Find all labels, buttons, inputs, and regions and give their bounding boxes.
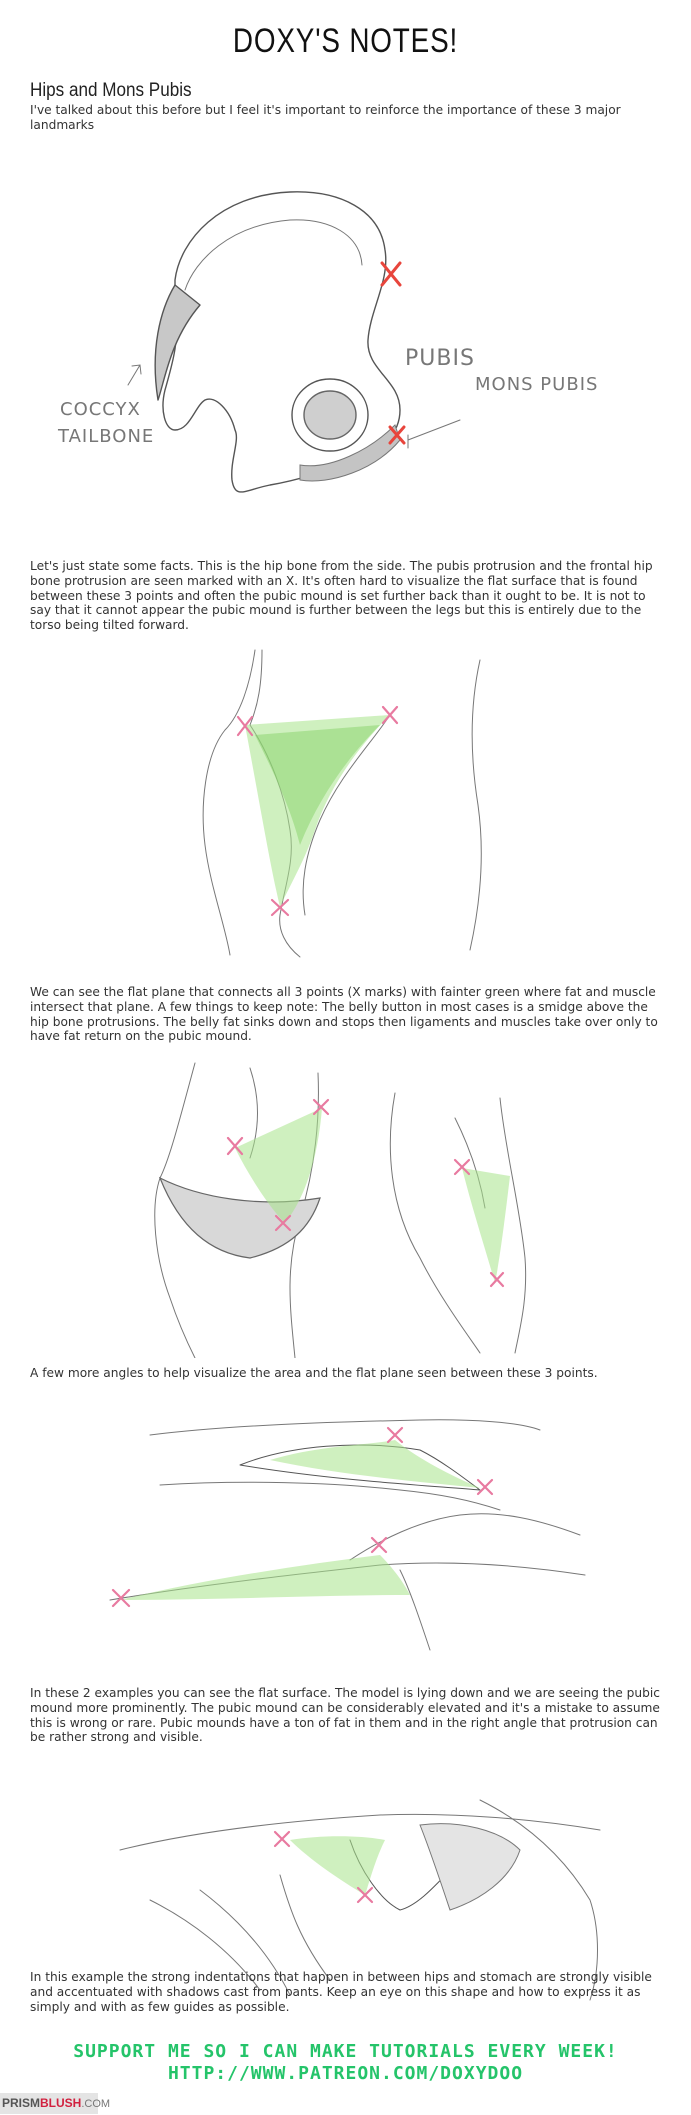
facts-paragraph: Let's just state some facts. This is the hip bone from the side. The pubis protrusion and the frontal hip bone protrusion are seen marked with an X. It's often hard to visualize the flat surface that is found between these 3 points and often the pubic mound is set further back than it ought to be. It is not to say that it cannot appear the pubic mound is further between the legs but this is entirely due to the torso being tilted forward.	[30, 559, 653, 633]
pubis-label: PUBIS	[405, 346, 475, 371]
lying-a-top-line	[150, 1420, 540, 1435]
lying-a-bottom-line	[160, 1482, 500, 1510]
logo-part-prism: PRISM	[2, 2096, 41, 2110]
front-torso-figure	[0, 645, 691, 965]
lying-a-x-right	[478, 1480, 492, 1494]
lying-down-paragraph: In these 2 examples you can see the flat surface. The model is lying down and we are seeing the pubic mound more prominently. The pubic mound can be considerably elevated and it's a mistake to assume this is wrong or rare. Pubic mounds have a ton of fat in them and in the right angle that protrusion can be rather strong and visible.	[30, 1686, 660, 1745]
torso-b-left	[390, 1093, 480, 1353]
pubis-pointer-line	[408, 420, 460, 448]
hip-bone-figure	[0, 180, 691, 510]
intro-paragraph: I've talked about this before but I feel it's important to reinforce the importance of these 3 major landmarks	[30, 103, 621, 132]
angled-torsos-figure	[0, 1058, 691, 1358]
lying-b-x-left	[113, 1590, 129, 1606]
lying-b-leg-line	[400, 1570, 430, 1650]
coccyx-label: COCCYX	[60, 399, 141, 420]
lying-down-figure	[0, 1390, 691, 1660]
section-heading: Hips and Mons Pubis	[30, 80, 192, 101]
page-title: DOXY'S NOTES!	[232, 22, 459, 60]
indent-shadow	[420, 1824, 520, 1910]
right-hip-x-mark	[383, 707, 397, 723]
torso-b-x-pubis	[491, 1273, 503, 1286]
tailbone-label: TAILBONE	[58, 426, 155, 447]
torso-left-contour	[203, 650, 255, 955]
indent-green-plane	[290, 1836, 385, 1895]
more-angles-paragraph: A few more angles to help visualize the area and the flat plane seen between these 3 points.	[30, 1366, 598, 1380]
hip-bone-outline	[163, 192, 400, 492]
prismblush-logo	[0, 2093, 111, 2114]
lying-a-green-plane	[270, 1440, 480, 1488]
flat-plane-paragraph: We can see the flat plane that connects all 3 points (X marks) with fainter green where fat and muscle intersect that plane. A few things to keep note: The belly button in most cases is a smidge above the hip bone protrusions. The belly fat sinks down and stops then ligaments and muscles take over only to have fat return on the pubic mound.	[30, 985, 658, 1044]
indent-leg-c	[280, 1875, 330, 1980]
tailbone-shape	[155, 285, 200, 400]
indentation-paragraph: In this example the strong indentations that happen in between hips and stomach are strongly visible and accentuated with shadows cast from pants. Keep an eye on this shape and how to express it as simply and with as few guides as possible.	[30, 1970, 652, 2014]
socket-inner	[304, 391, 356, 439]
mons-pubis-label: MONS PUBIS	[475, 374, 599, 395]
indent-x-left	[275, 1832, 289, 1846]
patreon-link[interactable]: HTTP://WWW.PATREON.COM/DOXYDOO	[167, 2063, 524, 2084]
torso-right-contour	[470, 660, 481, 950]
support-banner-line1: SUPPORT ME SO I CAN MAKE TUTORIALS EVERY WEEK!	[73, 2041, 618, 2062]
torso-b-green-plane	[462, 1168, 510, 1283]
torso-left-inner	[250, 650, 262, 725]
lying-b-green-plane	[120, 1555, 410, 1600]
logo-part-blush: BLUSH	[40, 2096, 82, 2110]
logo-part-com: .COM	[81, 2098, 111, 2110]
coccyx-arrow	[128, 365, 141, 385]
lying-a-x-top	[388, 1428, 402, 1442]
hip-bone-inner-line	[185, 220, 362, 290]
torso-b-x-left	[455, 1160, 469, 1174]
lying-b-back-line	[350, 1514, 580, 1560]
